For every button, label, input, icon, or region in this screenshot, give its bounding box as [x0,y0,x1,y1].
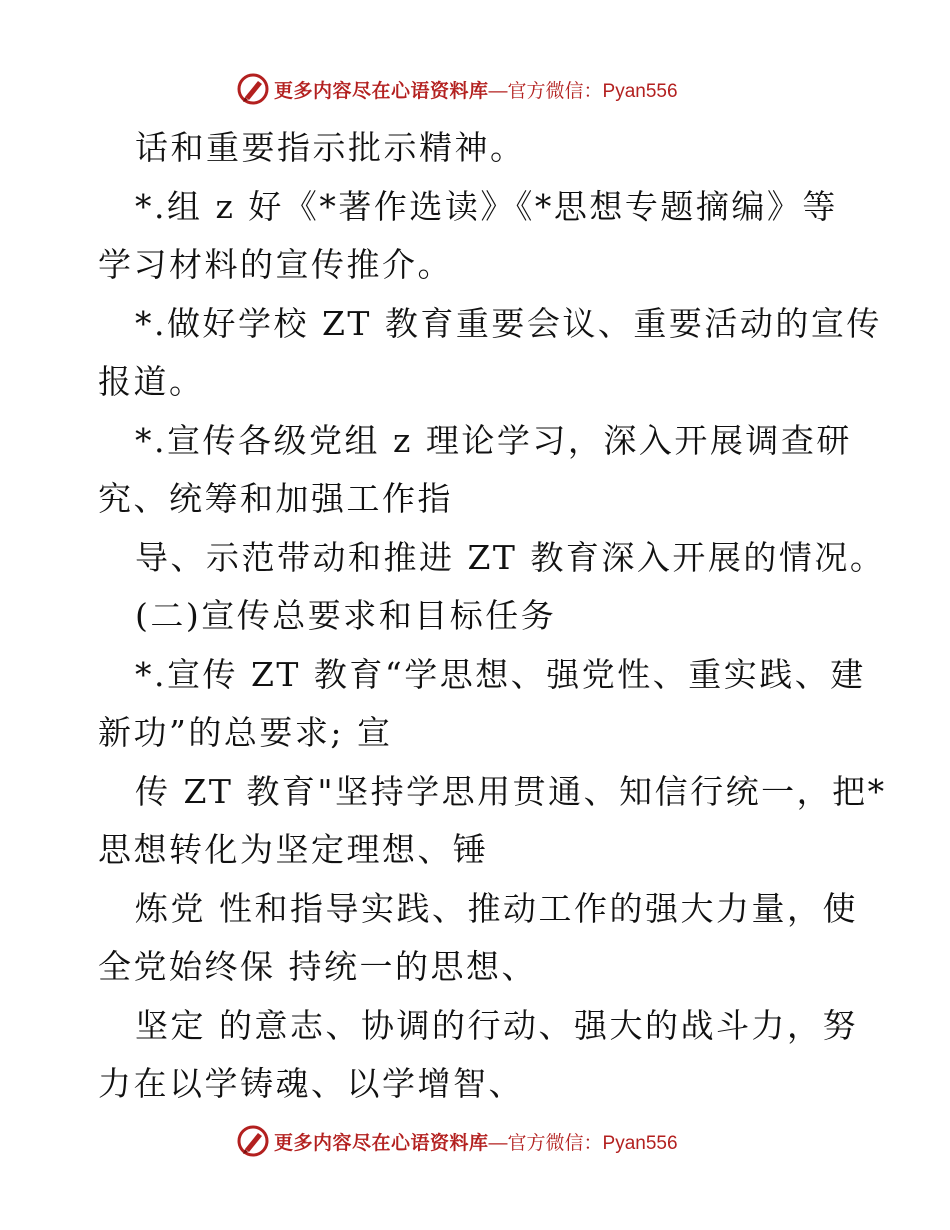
pen-logo-icon [236,1124,270,1158]
body-line: 坚定 的意志、协调的行动、强大的战斗力，努 [135,1005,858,1045]
banner-contact: —官方微信：Pyan556 [488,1132,678,1154]
pen-logo-icon [236,72,270,106]
body-line: *.宣传各级党组 z 理论学习，深入开展调查研 [135,420,852,460]
body-line: 力在以学铸魂、以学增智、 [98,1064,524,1103]
body-line: *.组 z 好《*著作选读》《*思想专题摘编》等 [135,186,838,226]
body-line: 思想转化为坚定理想、锤 [98,830,489,869]
body-line: (二)宣传总要求和目标任务 [135,596,557,635]
banner-contact: —官方微信：Pyan556 [488,80,678,102]
banner-title: 更多内容尽在心语资料库 [274,79,489,102]
body-line: 新功”的总要求; 宣 [98,713,393,752]
body-line: 炼党 性和指导实践、推动工作的强大力量，使 [135,888,858,928]
body-line: *.宣传 ZT 教育“学思想、强党性、重实践、建 [135,654,866,694]
body-line: 传 ZT 教育"坚持学思用贯通、知信行统一，把* [135,771,887,811]
body-line: 导、示范带动和推进 ZT 教育深入开展的情况。 [135,537,886,577]
body-line: 究、统筹和加强工作指 [98,479,453,518]
banner-title: 更多内容尽在心语资料库 [274,1131,489,1154]
body-line: *.做好学校 ZT 教育重要会议、重要活动的宣传 [135,303,882,343]
document-body [98,119,887,1114]
body-line: 话和重要指示批示精神。 [135,128,526,167]
body-line: 学习材料的宣传推介。 [98,245,453,284]
header-banner [236,72,716,106]
footer-banner [236,1124,716,1158]
body-line: 全党始终保 持统一的思想、 [98,947,537,986]
body-line: 报道。 [98,362,205,401]
